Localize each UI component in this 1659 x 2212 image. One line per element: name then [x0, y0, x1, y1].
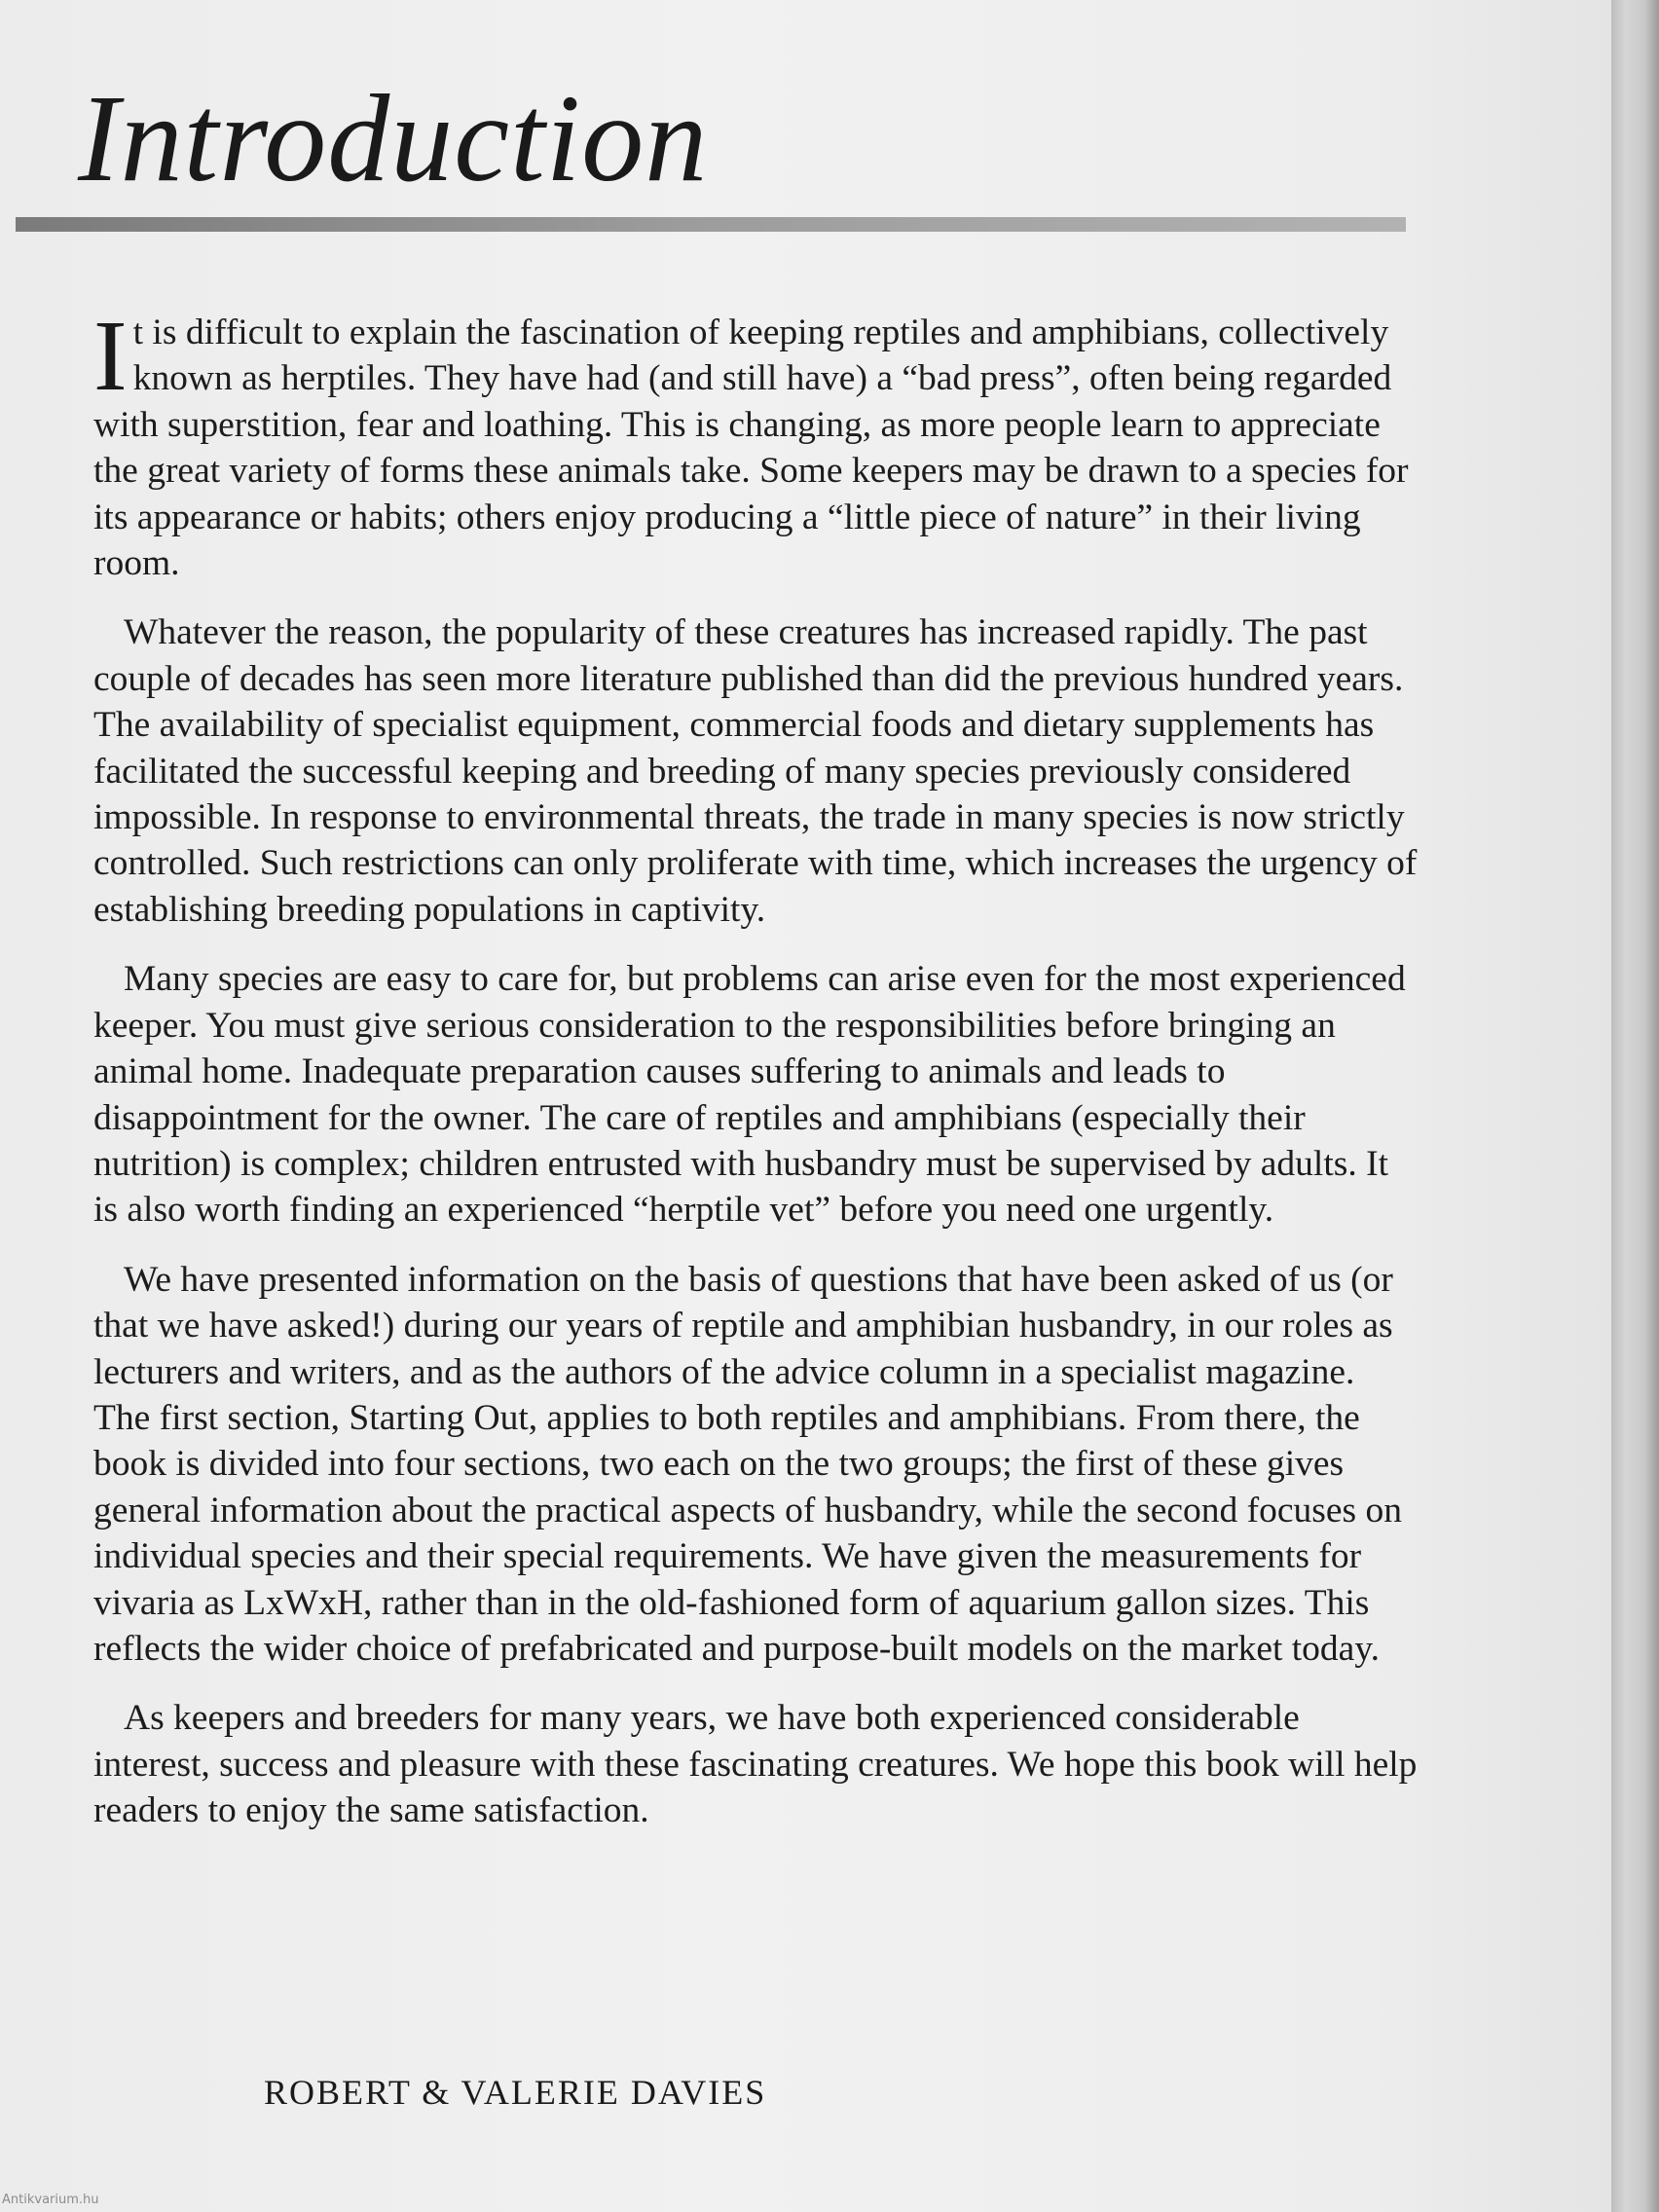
paragraph-4: We have presented information on the basis of questions that have been asked of us (or that we have asked!) during our years of reptile and amphibian husbandry, in our roles as lecturers and writers, and as the authors of the advice column in a specialist magazine. The first section, Starting Out, applies to both reptiles and amphibians. From there, the book is divided into four sections, two each on the two groups; the first of these gives general information about the practical aspects of husbandry, while the second focuses on individual species and their special requirements. We have given the measurements for vivaria as LxWxH, rather than in the old-fashioned form of aquarium gallon sizes. This reflects the wider choice of prefabricated and purpose-built models on the market today.: [93, 1259, 1402, 1669]
page-title: Introduction: [78, 69, 709, 207]
author-signature: ROBERT & VALERIE DAVIES: [264, 2073, 767, 2112]
paragraph-3: Many species are easy to care for, but problems can arise even for the most experienced keeper. You must give serious consideration to the responsibilities before bringing an animal home. Inadequate preparation causes suffering to animals and leads to disappointment for the owner. The care of reptiles and amphibians (especially their nutrition) is complex; children entrusted with husbandry must be supervised by adults. It is also worth finding an experienced “herptile vet” before you need one urgently.: [93, 959, 1406, 1231]
paragraph-5: As keepers and breeders for many years, we have both experienced considerable interest, success and pleasure with these fascinating creatures. We hope this book will help readers to enjoy the same satisfaction.: [93, 1698, 1418, 1831]
paragraph-1-text: t is difficult to explain the fascination of keeping reptiles and amphibians, collectively known as herptiles. They have had (and still have) a “bad press”, often being regarded with superstition, fear and loathing. This is changing, as more people learn to appreciate the great variety of forms these animals take. Some keepers may be drawn to a species for its appearance or habits; others enjoy producing a “little piece of nature” in their living room.: [93, 313, 1409, 584]
paragraph-1: [93, 300, 1419, 586]
paragraph-2: Whatever the reason, the popularity of these creatures has increased rapidly. The past couple of decades has seen more literature published than did the previous hundred years. The availability of specialist equipment, commercial foods and dietary supplements has facilitated the successful keeping and breeding of many species previously considered impossible. In response to environmental threats, the trade in many species is now strictly controlled. Such restrictions can only proliferate with time, which increases the urgency of establishing breeding populations in captivity.: [93, 612, 1418, 930]
watermark-text: Antikvarium.hu: [2, 2193, 99, 2207]
page-edge: [1611, 0, 1659, 2212]
body-text: [93, 300, 1419, 1858]
drop-cap: I: [93, 300, 128, 412]
title-rule: [16, 217, 1406, 232]
